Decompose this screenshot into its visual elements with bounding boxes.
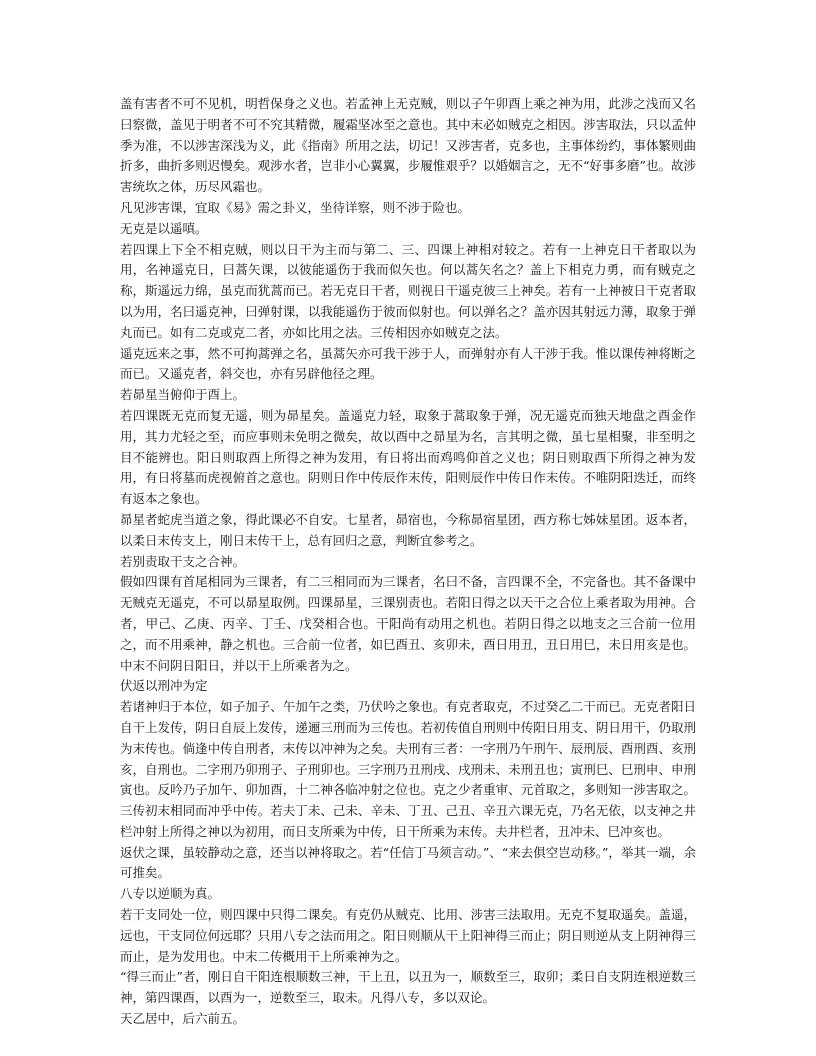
section-heading: 伏返以刑冲为定 [120,678,208,694]
document-body [120,94,696,1030]
paragraph: 若四课既无克而复无遥，则为昴星矣。盖遥克力轻，取象于蒿取象于弹，况无遥克而独天地盘之酉金作用，其力尤轻之至，而应事则未免明之微矣，故以酉中之昴星为名，言其明之微，虽七星相聚，非至明之目不能辨也。阳日则取酉上所得之神为发用，有日将出而鸡鸣仰首之义也；阴日则取酉下所得之神为发用，有日将墓而虎视俯首之意也。阴则日作中传辰作末传，阳则辰作中传日作末传。不唯阴阳迭迁，而终有返本之象也。 [120,407,696,507]
section-heading: 八专以逆顺为真。 [120,886,221,902]
paragraph: 假如四课有首尾相同为三课者，有二三相同而为三课者，名曰不备，言四课不全，不完备也。其不备课中无贼克无遥克，不可以昴星取例。四课昴星，三课别责也。若阳日得之以天干之合位上乘者取为用神。合者，甲己、乙庚、丙辛、丁壬、戊癸相合也。干阳尚有动用之机也。若阴日得之以地支之三合前一位用之，而不用乘神，静之机也。三合前一位者，如巳酉丑、亥卯未，酉日用丑，丑日用巳，未日用亥是也。中末不问阴日阳日，并以干上所乘者为之。 [120,574,696,673]
paragraph: “得三而止”者，刚日自干阳连根顺数三神，干上丑，以丑为一，顺数至三，取卯；柔日自支阴连根逆数三神，第四课酉，以酉为一，逆数至三，取未。凡得八专，多以双论。 [120,969,696,1006]
paragraph: 遥克远来之事，然不可拘蒿弹之名，虽蒿矢亦可我干涉于人，而弹射亦有人干涉于我。惟以课传神将断之而已。又遥克者，斜交也，亦有另辟他径之理。 [120,345,696,382]
paragraph: 盖有害者不可不见机，明哲保身之义也。若孟神上无克贼，则以子午卯酉上乘之神为用，此涉之浅而又名曰察微，盖见于明者不可不究其精微，履霜坚冰至之意也。其中末必如贼克之相因。涉害取法，只以孟仲季为准，不以涉害深浅为义，此《指南》所用之法，切记！又涉害者，克多也，主事体纷约，事体繁则曲折多，曲折多则迟慢矣。观涉水者，岂非小心翼翼，步履惟艰乎？以婚姻言之，无不“好事多磨”也。故涉害统坎之体，历尽风霜也。 [120,96,696,195]
paragraph: 返伏之课，虽较静动之意，还当以神将取之。若“任信丁马须言动。”、“来去俱空岂动移。”，举其一端，余可推矣。 [120,844,696,881]
paragraph: 若四课上下全不相克贼，则以日干为主而与第二、三、四课上神相对较之。若有一上神克日干者取以为用，名神遥克日，曰蒿矢课，以彼能遥伤于我而似矢也。何以蒿矢名之？盖上下相克力勇，而有贼克之称，斯遥远力绵，虽克而犹蒿而已。若无克日干者，则视日干遥克彼三上神矣。若有一上神被日干克者取以为用，名曰遥克神，曰弹射课，以我能遥伤于彼而似射也。何以弹名之？盖亦因其射远力薄，取象于弹丸而已。如有二克或克二者，亦如比用之法。三传相因亦如贼克之法。 [120,241,696,340]
paragraph: 凡见涉害课，宜取《易》需之卦义，坐待详察，则不涉于险也。 [120,199,471,215]
section-heading: 无克是以遥嗔。 [120,220,208,236]
section-heading: 若别责取干支之合神。 [120,553,246,569]
paragraph: 昴星者蛇虎当道之象，得此课必不自安。七星者，昴宿也，今称昴宿星团，西方称七姊妹星团。返本者，以柔日末传支上，刚日末传干上，总有回归之意，判断宜参考之。 [120,511,696,548]
paragraph: 若干支同处一位，则四课中只得二课矣。有克仍从贼克、比用、涉害三法取用。无克不复取遥矣。盖遥，远也，干支同位何远耶？只用八专之法而用之。阳日则顺从干上阳神得三而止；阴日则逆从支上阴神得三而止，是为发用也。中末二传概用干上所乘神为之。 [120,907,696,964]
section-heading: 若昴星当俯仰于酉上。 [120,387,246,403]
paragraph: 若诸神归于本位，如子加子、午加午之类，乃伏吟之象也。有克者取克，不过癸乙二干而已。无克者阳日自干上发传，阴日自辰上发传，递逦三刑而为三传也。若初传值自刑则中传阳日用支、阴日用干，仍取刑为末传也。倘逢中传自刑者，末传以冲神为之矣。夫刑有三者：一字刑乃午刑午、辰刑辰、酉刑酉、亥刑亥，自刑也。二字刑乃卯刑子、子刑卯也。三字刑乃丑刑戌、戌刑未、未刑丑也；寅刑巳、巳刑申、申刑寅也。反吟乃子加午、卯加酉，十二神各临冲射之位也。克之少者重审、元首取之，多则知一涉害取之。三传初末相同而冲乎中传。若夫丁未、己未、辛未、丁丑、己丑、辛丑六课无克，乃名无依，以支神之井栏冲射上所得之神以为初用，而日支所乘为中传，日干所乘为末传。夫井栏者，丑冲未、巳冲亥也。 [120,699,696,839]
section-heading: 天乙居中，后六前五。 [120,1011,246,1027]
